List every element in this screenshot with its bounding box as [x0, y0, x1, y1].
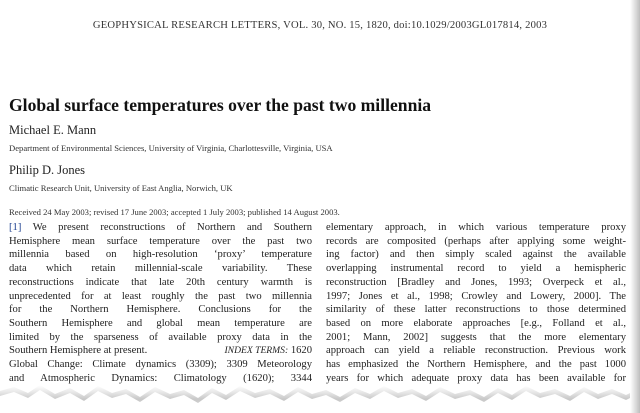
body-line: reconstruction [Bradley and Jones, 1993; Overpeck et al., — [326, 276, 626, 288]
author-name-2: Philip D. Jones — [9, 163, 86, 177]
abstract-line: Hemisphere mean surface temperature over the past two — [9, 235, 312, 247]
body-line: years for which adequate proxy data has been available for — [326, 372, 626, 384]
body-line: approach can yield a reliable reconstruction. Previous work — [326, 345, 626, 357]
abstract-line: [1] We present reconstructions of Northern and Southern — [9, 222, 312, 233]
abstract-line: limited by the sparseness of available proxy data in the — [9, 331, 312, 343]
abstract-line: millennia based on high-resolution ‘proxy’ temperature — [9, 249, 312, 261]
abstract-line: data which retain millennial-scale variability. These — [9, 263, 312, 275]
body-column-right — [326, 221, 626, 385]
body-line: ing factor) and then simply scaled against the available — [326, 249, 626, 261]
paragraph-marker: [1] — [9, 222, 22, 233]
index-terms-line: Global Change: Climate dynamics (3309); 3309 Meteorology — [9, 359, 312, 371]
journal-header: GEOPHYSICAL RESEARCH LETTERS, VOL. 30, NO. 15, 1820, doi:10.1029/2003GL017814, 2003 — [92, 20, 548, 31]
index-terms-line: and Atmospheric Dynamics: Climatology (1620); 3344 — [9, 372, 312, 384]
received-dates: Received 24 May 2003; revised 17 June 2003; accepted 1 July 2003; published 14 August 2003. — [9, 207, 340, 217]
abstract-line: Southern Hemisphere at present. INDEX TERMS: 1620 — [9, 345, 312, 357]
body-line: records are composited (perhaps after applying some weight- — [326, 235, 626, 247]
author-name-1: Michael E. Mann — [9, 123, 97, 137]
index-terms-label: INDEX TERMS: — [224, 345, 289, 357]
author-affiliation-1: Department of Environmental Sciences, University of Virginia, Charlottesville, Virginia, USA — [9, 143, 333, 153]
author-affiliation-2: Climatic Research Unit, University of East Anglia, Norwich, UK — [9, 183, 233, 193]
abstract-line: unprecedented for at least roughly the past two millennia — [9, 290, 312, 302]
body-line: overlapping instrumental record to yield a hemispheric — [326, 263, 626, 275]
body-line: similarity of these latter reconstructions to those determined — [326, 304, 626, 316]
body-line: 1997; Jones et al., 1998; Crowley and Lowery, 2000]. The — [326, 290, 626, 302]
abstract-line: for the Northern Hemisphere. Conclusions for the — [9, 304, 312, 316]
page-edge-shadow — [630, 0, 640, 413]
body-line: has emphasized the Northern Hemisphere, and the past 1000 — [326, 359, 626, 371]
abstract-line: Southern Hemisphere and global mean temperature are — [9, 317, 312, 329]
body-line: 2001; Mann, 2002] suggests that the more elementary — [326, 331, 626, 343]
body-line: based on more elaborate approaches [e.g., Folland et al., — [326, 317, 626, 329]
body-line: elementary approach, in which various temperature proxy — [326, 222, 626, 233]
abstract-column-left — [9, 221, 312, 385]
paper-title: Global surface temperatures over the past two millennia — [9, 95, 432, 115]
torn-paper-edge — [0, 369, 640, 413]
abstract-line: reconstructions indicate that late 20th century warmth is — [9, 276, 312, 288]
